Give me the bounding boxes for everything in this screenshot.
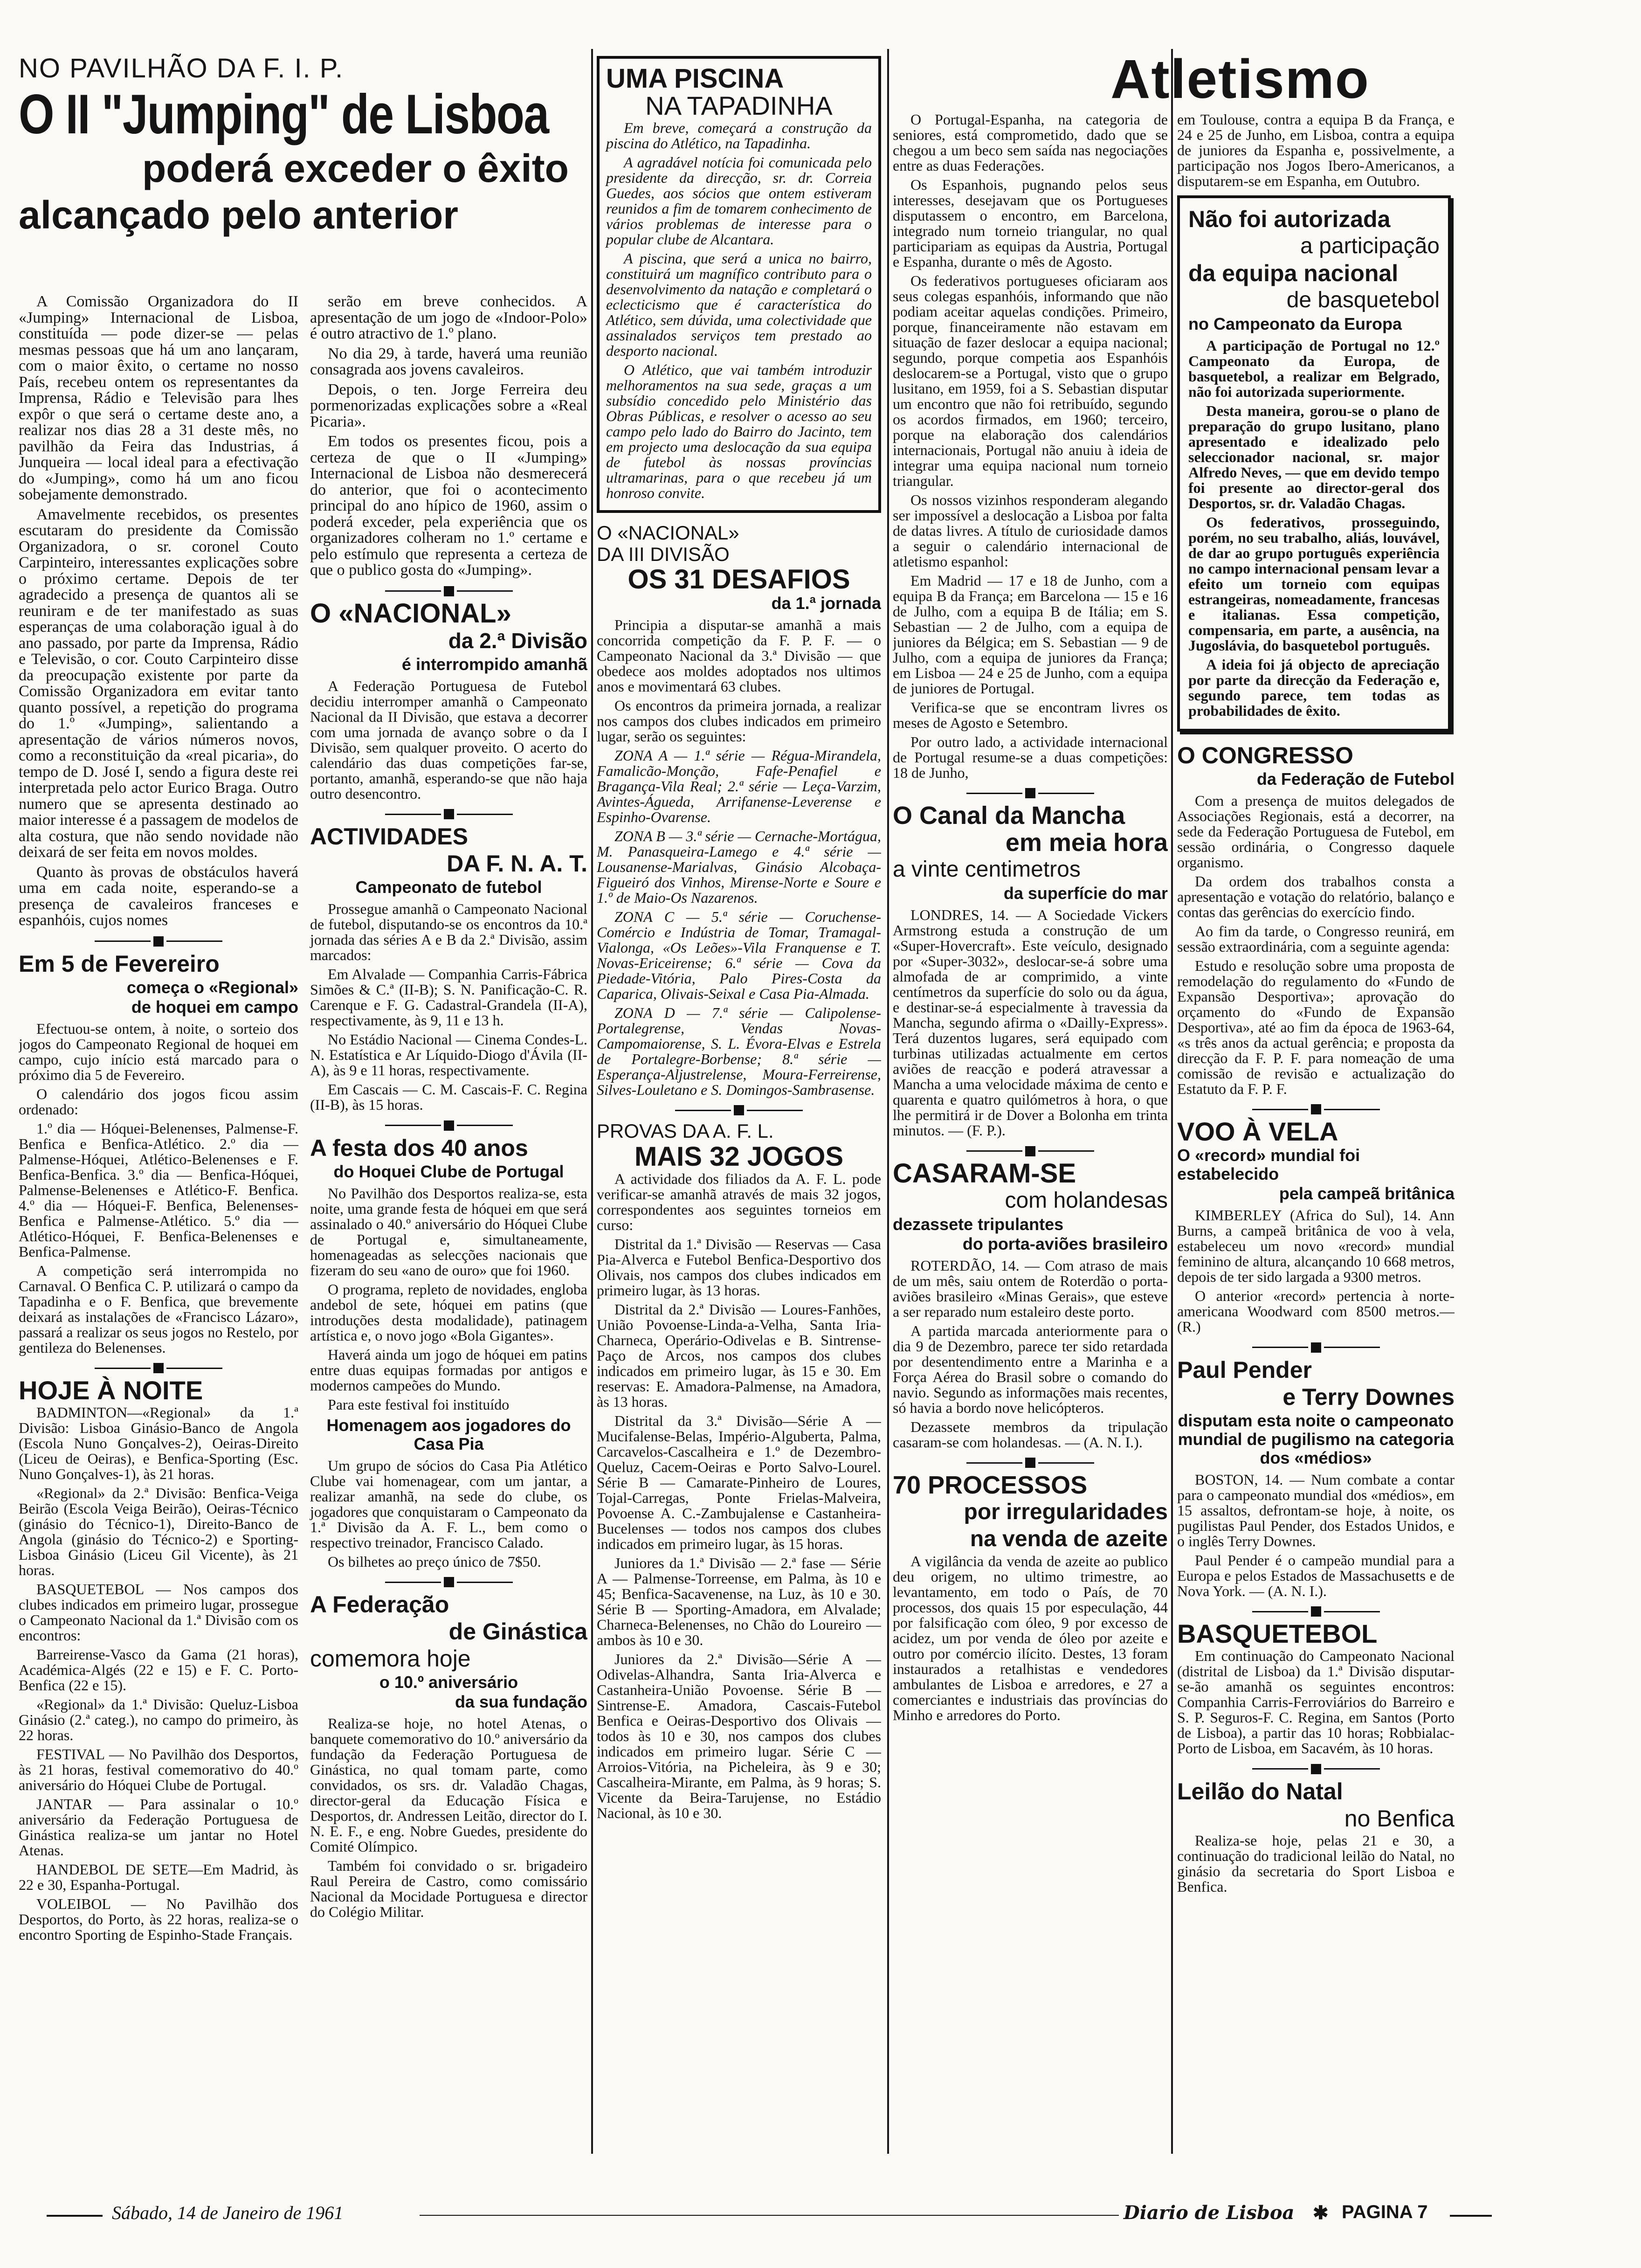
separator [19, 936, 298, 947]
article-title: em meia hora [1005, 829, 1168, 857]
paragraph: Juniores da 1.ª Divisão — 2.ª fase — Série A — Palmense-Torreense, em Palma, às 10 e 45; Benfica-Sacavenense, na Luz, às 10 e 30. Série B — Sporting-Amadora, em Alvalade; Charneca-Belenenses, no Chão do Loureiro — ambos às 10 e 30. [597, 1555, 881, 1649]
paragraph: JANTAR — Para assinalar o 10.º aniversário da Federação Portuguesa de Ginástica realiza-se um jantar no Hotel Atenas. [19, 1796, 298, 1859]
article-title: 70 PROCESSOS [893, 1471, 1088, 1500]
article-kicker: NO PAVILHÃO DA F. I. P. [19, 54, 344, 83]
paragraph: Em Cascais — C. M. Cascais-F. C. Regina (II-B), às 15 horas. [310, 1081, 587, 1113]
paragraph: Da ordem dos trabalhos consta a apresentação e votação do relatório, balanço e contas das gerências do exercício findo. [1177, 873, 1455, 920]
article-subtitle: do Hoquei Clube de Portugal [333, 1162, 564, 1181]
article-kicker: DA III DIVISÃO [597, 543, 730, 565]
separator [893, 788, 1168, 798]
article-subtitle: da superfície do mar [1003, 884, 1168, 903]
paragraph: Realiza-se hoje, no hotel Atenas, o banquete comemorativo do 10.º aniversário da fundação da Federação Portuguesa de Ginástica, no qual tomam parte, como convidados, os srs. dr. Valadão Chagas, director-geral da Educação Física e Desportos, dr. Andressen Leitão, director do I. N. E. F., e eng. Nobre Guedes, presidente do Comité Olímpico. [310, 1715, 587, 1855]
paragraph: O programa, repleto de novidades, engloba andebol de sete, hóquei em patins (que introduções desta modalidade), patinagem artística e, o novo jogo «Bola Gigantes». [310, 1280, 587, 1344]
article-nacional-2 [310, 598, 587, 802]
paragraph: Dezassete membros da tripulação casaram-se com holandesas. — (A. N. I.). [893, 1418, 1168, 1451]
paragraph: ROTERDÃO, 14. — Com atraso de mais de um mês, saiu ontem de Roterdão o porta-aviões brasileiro «Minas Gerais», que esteve a ser reparado num estaleiro deste porto. [893, 1257, 1168, 1320]
paragraph: Quanto às provas de obstáculos haverá uma em cada noite, esperando-se a presença de cavaleiros franceses e espanhóis, cujos nomes [19, 863, 298, 929]
separator [310, 809, 587, 819]
paragraph: Verifica-se que se encontram livres os meses de Agosto e Setembro. [893, 699, 1168, 731]
article-subtitle: dezassete tripulantes [893, 1214, 1064, 1234]
star-icon: ✱ [1310, 2202, 1331, 2224]
paragraph: A actividade dos filiados da A. F. L. pode verificar-se amanhã através de mais 32 jogos, correspondentes aos seguintes torneios em curso: [597, 1170, 881, 1234]
paragraph: BADMINTON—«Regional» da 1.ª Divisão: Lisboa Ginásio-Banco de Angola (Escola Nuno Gonçalves-2), Oeiras-Direito (Liceu de Oeiras), e Benfica-Sporting (Esc. Nuno Gonçalves-1), às 21 horas. [19, 1404, 298, 1483]
article-canal-mancha [893, 803, 1168, 1138]
paragraph: Os federativos portugueses oficiaram aos seus colegas espanhóis, informando que não podiam aceitar aquelas condições. Primeiro, porque, financeiramente não estavam em situação de fazer deslocar a equipa nacional; segundo, porque competia aos Espanhóis deslocarem-se a Portugal, visto que o grupo lusitano, em 1959, foi a S. Sebastian disputar um encontro que não foi retribuído, segundo os acordos firmados, em 1960; terceiro, porque na elaboração dos calendários internacionais, Portugal não anuiu à ideia de integrar uma equipa nacional num torneio triangular. [893, 272, 1168, 489]
paragraph: Para este festival foi instituído [328, 1396, 510, 1413]
page-footer [0, 2196, 1641, 2233]
article-subtitle: a vinte centimetros [893, 857, 1081, 882]
article-voo-a-vela [1177, 1119, 1455, 1335]
column-left [19, 54, 587, 2158]
article-pender [1177, 1357, 1455, 1599]
footer-rule [420, 2215, 1212, 2216]
paragraph: A ideia foi já objecto de apreciação por parte da direcção da Federação e, segundo parece, tem todas as probabilidades de êxito. [1188, 656, 1440, 719]
article-subtitle: poderá exceder o êxito [142, 146, 569, 190]
article-fevereiro [19, 951, 298, 1355]
paragraph: ZONA D — 7.ª série — Calipolense-Portalegrense, Vendas Novas-Campomaiorense, S. L. Évora-Elvas e Estrela de Portalegre-Borbense; 8.ª série — Esperança-Aljustrelense, Moura-Ferreirense, Silves-Louletano e S. Domingos-Sambrasense. [597, 1004, 881, 1098]
article-kicker: O «NACIONAL» [597, 522, 739, 544]
article-title: O «NACIONAL» [310, 598, 511, 629]
paragraph: No Estádio Nacional — Cinema Condes-L. N. Estatística e Ar Líquido-Diogo d'Ávila (II-A), às 9 e 11 horas, respectivamente. [310, 1031, 587, 1079]
paragraph: Distrital da 3.ª Divisão—Série A — Mucifalense-Belas, Império-Alguberta, Palma, Carcavelos-Cascalheira e 1.º de Dezembro-Queluz, Cacem-Oeiras e Porto Salvo-Lourel. Série B — Camarate-Pinheiro de Loures, Tojal-Carregas, Ponte Frielas-Malveira, Povoense A. C.-Zambujalense e Castanheira-Bucelenses — todos nos campos dos clubes indicados em primeiro lugar, às 15 horas. [597, 1412, 881, 1553]
paragraph: Estudo e resolução sobre uma proposta de remodelação do regulamento do «Fundo de Expansão Desportiva»; aprovação do orçamento do «Fundo de Expansão Desportiva», até ao fim da época de 1963-64, «s três anos da actual gerência; e proposta da direcção da F. P. F. para nomeação de uma comissão de revisão e actualização do Estatuto da F. P. F. [1177, 957, 1455, 1097]
article-subtitle: alcançado pelo anterior [19, 193, 458, 237]
article-basquetebol [1177, 1621, 1455, 1756]
paragraph: Com a presença de muitos delegados de Associações Regionais, está a decorrer, na sede da Federação Portuguesa de Futebol, em sessão ordinária, o Congresso daquele organismo. [1177, 792, 1455, 871]
paragraph: Depois, o ten. Jorge Ferreira deu pormenorizadas explicações sobre a «Real Picaria». [310, 380, 587, 430]
article-title: UMA PISCINA [606, 63, 784, 94]
article-title: VOO À VELA [1177, 1117, 1338, 1147]
paragraph: Os Espanhois, pugnando pelos seus interesses, desejavam que os Portugueses disputassem o encontro, em Barcelona, integrado num torneio triangular, no qual participariam as equipas da Austria, Portugal e Espanha, durante o mês de Agosto. [893, 176, 1168, 270]
separator [893, 1458, 1168, 1468]
paragraph: A participação de Portugal no 12.º Campeonato da Europa, de basquetebol, a realizar em Belgrado, não foi autorizada superiormente. [1188, 337, 1440, 400]
article-title: Paul Pender [1177, 1356, 1312, 1383]
paragraph: No dia 29, à tarde, haverá uma reunião consagrada aos jovens cavaleiros. [310, 345, 587, 378]
article-subtitle: disputam esta noite o campeonato mundial de pugilismo na categoria dos «médios» [1178, 1411, 1454, 1467]
paragraph: ZONA B — 3.ª série — Cernache-Mortágua, M. Panasqueira-Lamego e 4.ª série — Lousanense-Marialvas, Ginásio Alcobaça-Figueiró dos Vinhos, Mirense-Norte e Soure e 1.º de Maio-Os Nazarenos. [597, 828, 881, 906]
article-ginastica [310, 1592, 587, 1920]
article-hoquei-40 [310, 1135, 587, 1570]
paragraph: Principia a disputar-se amanhã a mais concorrida competição da F. P. F. — o Campeonato Nacional da 3.ª Divisão — que obedece aos moldes adoptados nos ultimos anos e movimentará 63 clubes. [597, 616, 881, 695]
paragraph: Barreirense-Vasco da Gama (21 horas), Académica-Algés (22 e 15) e F. C. Porto-Benfica (22 e 15). [19, 1646, 298, 1694]
separator [19, 1363, 298, 1373]
paragraph: LONDRES, 14. — A Sociedade Vickers Armstrong estuda a construção de um «Super-Hovercraft». Este veículo, designado por «Super-3032», deslocar-se-á sobre uma almofada de ar comprimido, a vinte centímetros da superfície do solo ou da água, e destinar-se-á especialmente à travessia da Mancha, segundo afirma o «Dailly-Express». Terá duzentos lugares, será equipado com turbinas utilizadas actualmente em certos aviões de reacção e poderá atravessar a Mancha a uma velocidade máxima de cento e quarenta e quatro quilómetros à hora, o que lhe permitirá ir de Dover a Bolonha em trinta minutos. — (F. P.). [893, 906, 1168, 1139]
article-subtitle: começa o «Regional» [126, 977, 298, 997]
article-subtitle: por irregularidades [964, 1500, 1168, 1525]
column-2 [597, 56, 881, 2158]
article-hoje-a-noite [19, 1378, 298, 1943]
subcolumn [310, 294, 587, 1923]
article-leilao [1177, 1779, 1455, 1895]
article-title: DA F. N. A. T. [447, 850, 587, 877]
paragraph: FESTIVAL — No Pavilhão dos Desportos, às 21 horas, festival comemorativo do 40.º aniversário do Hóquei Clube de Portugal. [19, 1746, 298, 1794]
article-title: O CONGRESSO [1177, 742, 1353, 768]
paragraph: Juniores da 2.ª Divisão—Série A — Odivelas-Alhandra, Santa Iria-Alverca e Castanheira-União Povoense. Série B — Sintrense-E. Amadora, Cascais-Futebol Benfica e Oeiras-Desportivo dos Olivais — todos às 10 e 30, nos campos dos clubes indicados em primeiro lugar. Série C — Arroios-Vitória, na Picheleira, às 9 e 30; Cascalheira-Mirante, em Palma, às 9 horas; S. Vicente da Beira-Tarujense, no Estádio Nacional, às 10 e 30. [597, 1651, 881, 1822]
article-title: Não foi autorizada [1188, 206, 1391, 232]
paragraph: A agradável notícia foi comunicada pelo presidente da direcção, sr. dr. Correia Guedes, aos sócios que ontem estiveram reunidos a fim de tomarem conhecimento de vários problemas de interesse para o popular clube de Alcantara. [606, 154, 872, 248]
paragraph: O Atlético, que vai também introduzir melhoramentos na sua sede, graças a um subsídio concedido pelo Ministério das Obras Públicas, e resolver o acesso ao seu campo pelo lado do Bairro do Jacinto, tem em projecto uma deslocação da sua equipa de futebol às nossas províncias ultramarinas, para o que recebeu já um honroso convite. [606, 361, 872, 501]
footer-rule [47, 2215, 103, 2217]
paragraph: 1.º dia — Hóquei-Belenenses, Palmense-F. Benfica e Benfica-Atlético. 2.º dia — Palmense-Hóquei, Atlético-Belenenses e F. Benfica-Benfica. 3.º dia — Benfica-Hóquei, Palmense-Belenenses e Atlético-F. Benfica. 4.º dia — Hóquei-F. Benfica, Belenenses-Benfica e Palmense-Atlético. 5.º dia — Atlético-Hóquei, F. Benfica-Belenenses e Benfica-Palmense. [19, 1120, 298, 1260]
paragraph: ZONA A — 1.ª série — Régua-Mirandela, Famalicão-Monção, Fafe-Penafiel e Bragança-Vila Real; 2.ª série — Leça-Varzim, Avintes-Águeda, Arrifanense-Leverense e Espinho-Ovarense. [597, 747, 881, 825]
paragraph: O Portugal-Espanha, na categoria de seniores, está comprometido, dado que se chegou a um beco sem saída nas negociações entre as duas Federações. [893, 112, 1168, 174]
paragraph: VOLEIBOL — No Pavilhão dos Desportos, do Porto, às 22 horas, realiza-se o encontro Sporting de Espinho-Stade Français. [19, 1895, 298, 1943]
separator [310, 1120, 587, 1130]
separator [1177, 1104, 1455, 1114]
footer-masthead: Diario de Lisboa [1119, 2202, 1299, 2224]
paragraph: No Pavilhão dos Desportos realiza-se, esta noite, uma grande festa de hóquei em que será assinalado o 40.º aniversário do Hóquei Clube de Portugal e, simultaneamente, homenageadas as selecções nacionais que fizeram do seu «ano de ouro» que foi 1960. [310, 1184, 587, 1279]
paragraph: Amavelmente recebidos, os presentes escutaram do presidente da Comissão Organizadora, o sr. coronel Couto Carpinteiro, interessantes explicações sobre o próximo certame. Depois de ter agradecido a presença de quantos ali se reuniram e de ter manifestado as suas esperanças de uma colaboração igual à do ano passado, por parte da Imprensa, Rádio e Televisão, o cor. Couto Carpinteiro disse da preocupação existente por parte da Comissão Organizadora em evitar tanto quanto possível, a repetição do programa do 1.º «Jumping», salientando a apresentação de vários números novos, como a reconstituição da «real picaria», do tempo de D. José I, sendo a figura deste rei interpretada pelo actor Eurico Braga. Outro numero que se apresenta destinado ao maior interesse é a passagem de modelos de alta costura, que não sendo novidade não deixará de ser feita em novos moldes. [19, 505, 298, 861]
article-jumping [19, 54, 587, 238]
paragraph: Também foi convidado o sr. brigadeiro Raul Pereira de Castro, como comissário Nacional da Mocidade Portuguesa e director do Colégio Militar. [310, 1857, 587, 1921]
paragraph: Efectuou-se ontem, à noite, o sorteio dos jogos do Campeonato Regional de hoquei em campo, cujo início está marcado para o próximo dia 5 de Fevereiro. [19, 1020, 298, 1083]
paragraph: BOSTON, 14. — Num combate a contar para o campeonato mundial dos «médios», em 15 assaltos, defrontam-se hoje, à noite, os pugilistas Paul Pender, dos Estados Unidos, e o inglês Terry Downes. [1177, 1471, 1455, 1549]
paragraph: ZONA C — 5.ª série — Coruchense-Comércio e Indústria de Tomar, Tramagal-Vialonga, «Os Leões»-Vila Franquense e T. Novas-Ericeirense; 6.ª série — Cova da Piedade-Vitória, Palo Pires-Costa da Caparica, Olivais-Seixal e Casa Pia-Almada. [597, 908, 881, 1002]
footer-rule [1450, 2215, 1492, 2217]
paragraph: Em Alvalade — Companhia Carris-Fábrica Simões & C.ª (II-B); S. N. Panificação-C. R. Carenque e F. G. Cadastral-Grandela (II-A), respectivamente, às 9, 11 e 13 h. [310, 966, 587, 1029]
article-subtitle: da 2.ª Divisão [448, 628, 587, 653]
article-title: e Terry Downes [1282, 1383, 1455, 1410]
article-afl [597, 1120, 881, 1821]
paragraph: Ao fim da tarde, o Congresso reunirá, em sessão extraordinária, com a seguinte agenda: [1177, 923, 1455, 955]
column-rule [591, 49, 593, 2154]
paragraph: A Comissão Organizadora do II «Jumping» Internacional de Lisboa, constituída — pode dizer-se — pelas mesmas pessoas que há um ano lançaram, com o maior êxito, o certame no nosso País, recebeu ontem os representantes da Imprensa, Rádio e Televisão para lhes expôr o que será o certame deste ano, a realizar nos dias 28 a 31 deste mês, no pavilhão da Feira das Industrias, á Junqueira — local ideal para a efectivação do «Jumping», como há um ano ficou sobejamente demonstrado. [19, 293, 298, 503]
article-title: ACTIVIDADES [310, 823, 468, 850]
paragraph: A competição será interrompida no Carnaval. O Benfica C. P. utilizará o campo da Tapadinha e o F. Benfica, que brevemente deixará as instalações de «Francisco Lázaro», passará a realizar os seus jogos no Restelo, por gentileza do Belenenses. [19, 1262, 298, 1356]
column-4 [1177, 112, 1455, 2158]
article-subtitle: na venda de azeite [970, 1527, 1168, 1552]
section-title-atletismo [1026, 49, 1455, 110]
article-title: OS 31 DESAFIOS [627, 564, 850, 595]
article-subtitle: no Campeonato da Europa [1188, 314, 1402, 333]
article-title: A Federação [310, 1591, 449, 1618]
separator [310, 1577, 587, 1587]
article-title: HOJE À NOITE [19, 1376, 203, 1405]
paragraph: A partida marcada anteriormente para o dia 9 de Dezembro, parece ter sido retardada por desentendimento entre a Marinha e a Força Aérea do Brasil sobre o comando do navio. Segundo as informações mais recentes, só havia a bordo nove helicópteros. [893, 1322, 1168, 1416]
article-title: BASQUETEBOL [1177, 1619, 1378, 1649]
article-title: no Benfica [1344, 1805, 1455, 1832]
column-3 [893, 112, 1168, 2158]
article-title: de basquetebol [1286, 288, 1440, 312]
paragraph: Em continuação do Campeonato Nacional (distrital de Lisboa) da 1.ª Divisão disputar-se-ão amanhã os seguintes encontros: Companhia Carris-Ferroviários do Barreiro e S. P. Seguros-F. C. Regina, em Santos (Porto de Lisboa), a partir das 10 horas; Robbialac-Porto de Lisboa, em Sacavém, às 10 horas. [1177, 1647, 1455, 1757]
article-fnat [310, 824, 587, 1113]
paragraph: Um grupo de sócios do Casa Pia Atlético Clube vai homenagear, com um jantar, a realizar amanhã, na sede do clube, os jogadores que conquistaram o Campeonato da 1.ª Divisão da A. F. L., bem como o respectivo treinador, Francisco Calado. [310, 1457, 587, 1551]
paragraph: KIMBERLEY (Africa do Sul), 14. Ann Burns, a campeã britânica de voo à vela, estabeleceu um novo «record» mundial feminino de altura, alcançando 10 668 metros, depois de ter sido largada a 9300 metros. [1177, 1207, 1455, 1286]
article-subtitle: da Federação de Futebol [1256, 769, 1455, 788]
paragraph: Em Madrid — 17 e 18 de Junho, com a equipa B da França; em Barcelona — 15 e 16 de Julho, com a equipa B de Itália; em S. Sebastian — 2 de Julho, com a equipa de juniores da Bélgica; em S. Sebastian — 9 de Julho, com a equipa de juniores da França; em Lisboa — 24 e 25 de Junho, com a equipa de juniores de Portugal. [893, 572, 1168, 697]
column-rule [1171, 49, 1173, 2154]
article-subtitle: com holandesas [1005, 1188, 1168, 1213]
paragraph: serão em breve conhecidos. A apresentação de um jogo de «Indoor-Polo» é outro atractivo de 1.º plano. [310, 293, 587, 342]
article-title: O Canal da Mancha [893, 802, 1125, 830]
article-subtitle: de hoquei em campo [131, 997, 298, 1016]
article-subtitle: da 1.ª jornada [771, 594, 881, 613]
separator [1177, 1342, 1455, 1352]
separator [310, 586, 587, 596]
article-title: A festa dos 40 anos [310, 1134, 528, 1161]
paragraph: Realiza-se hoje, pelas 21 e 30, a continuação do tradicional leilão do Natal, no ginásio da secretaria do Sport Lisboa e Benfica. [1177, 1832, 1455, 1895]
separator [597, 1105, 881, 1115]
paragraph: A piscina, que será a unica no bairro, constituirá um magnífico contributo para o desenvolvimento da natação e completará o eclecticismo que é característica do Atlético, sem dúvida, uma colectividade que assinalados serviços tem prestado ao desporto nacional. [606, 250, 872, 359]
article-title: Leilão do Natal [1177, 1778, 1343, 1805]
subcolumn [19, 294, 298, 1946]
article-subtitle: o 10.º aniversário [379, 1673, 518, 1692]
article-processos [893, 1473, 1168, 1723]
paragraph: Haverá ainda um jogo de hóquei em patins entre duas equipas formadas por antigos e modernos campeões do Mundo. [310, 1346, 587, 1394]
paragraph: Prossegue amanhã o Campeonato Nacional de futebol, disputando-se os encontros da 10.ª jornada das séries A e B da 2.ª Divisão, assim marcados: [310, 900, 587, 964]
article-subtitle: do porta-aviões brasileiro [962, 1234, 1168, 1253]
paragraph: Os nossos vizinhos responderam alegando ser impossível a deslocação a Lisboa por falta de datas livres. A título de curiosidade damos a seguir o calendário internacional de atletismo espanhol: [893, 491, 1168, 570]
article-basquetebol-europa [1177, 195, 1451, 732]
article-kicker: PROVAS DA A. F. L. [597, 1120, 774, 1142]
article-congresso [1177, 743, 1455, 1097]
section-title: Atletismo [1110, 48, 1370, 110]
paragraph: «Regional» da 1.ª Divisão: Queluz-Lisboa Ginásio (2.ª categ.), no campo do primeiro, às 22 horas. [19, 1696, 298, 1744]
paragraph: Em breve, começará a construção da piscina do Atlético, na Tapadinha. [606, 119, 872, 152]
paragraph: O calendário dos jogos ficou assim ordenado: [19, 1085, 298, 1118]
article-title: Em 5 de Fevereiro [19, 950, 220, 977]
article-title: de Ginástica [448, 1618, 587, 1645]
paragraph: Os federativos, prosseguindo, porém, no seu trabalho, aliás, louvável, de dar ao grupo português experiência no campo internacional pensam levar a efeito um torneio com equipas estrangeiras, nomeadamente, francesas e italianas. Essa competição, compensaria, em parte, a ausência, na Jugoslávia, do basquetebol português. [1188, 514, 1440, 654]
article-subtitle: Campeonato de futebol [355, 878, 542, 897]
article-title: MAIS 32 JOGOS [634, 1141, 844, 1172]
article-title: da equipa nacional [1188, 260, 1399, 286]
column-rule [887, 49, 889, 2154]
separator [893, 1146, 1168, 1156]
paragraph: Os encontros da primeira jornada, a realizar nos campos dos clubes indicados em primeiro lugar, serão os seguintes: [597, 697, 881, 745]
paragraph: HANDEBOL DE SETE—Em Madrid, às 22 e 30, Espanha-Portugal. [19, 1861, 298, 1894]
article-title: NA TAPADINHA [645, 91, 833, 120]
paragraph: Desta maneira, gorou-se o plano de preparação do grupo lusitano, plano apresentado e idealizado pelo seleccionador nacional, sr. major Alfredo Neves, — que em devido tempo foi presente ao director-geral dos Desportos, sr. dr. Valadão Chagas. [1188, 402, 1440, 512]
paragraph: em Toulouse, contra a equipa B da França, e 24 e 25 de Junho, em Lisboa, contra a equipa de juniores da Espanha e, possivelmente, a participação nos Jogos Ibero-Americanos, a disputarem-se em Espanha, em Outubro. [1177, 112, 1455, 189]
article-casaram [893, 1158, 1168, 1451]
paragraph: Paul Pender é o campeão mundial para a Europa e pelos Estados de Massachusetts e de Nova York. — (A. N. I.). [1177, 1551, 1455, 1599]
paragraph: A vigilância da venda de azeite ao publico deu origem, no ultimo trimestre, ao levantamento, em todo o País, de 70 processos, dos quais 15 por especulação, 44 por falsificação com óleo, 9 por excesso de acidez, um por venda de óleo por azeite e outro por comércio ilícito. Destes, 13 foram instaurados a retalhistas e vendedores ambulantes de Lisboa e arredores, e 27 a comerciantes e industriais das províncias do Minho e arredores do Porto. [893, 1553, 1168, 1724]
separator [1177, 1606, 1455, 1617]
paragraph: O anterior «record» pertencia à norte-americana Woodward com 8500 metros.— (R.) [1177, 1287, 1455, 1335]
paragraph: Distrital da 1.ª Divisão — Reservas — Casa Pia-Alverca e Futebol Benfica-Desportivo dos Olivais, nos campos dos clubes indicados em primeiro lugar, às 13 horas. [597, 1236, 881, 1299]
paragraph: «Regional» da 2.ª Divisão: Benfica-Veiga Beirão (Escola Veiga Beirão), Oeiras-Técnico (ginásio do Técnico-1), Direito-Banco de Angola (ginásio do Técnico-2) e Sporting-Lisboa Ginásio (Liceu Gil Vicente), às 21 horas. [19, 1485, 298, 1579]
article-subhead: Homenagem aos jogadores do Casa Pia [326, 1415, 571, 1453]
footer-date: Sábado, 14 de Janeiro de 1961 [112, 2202, 344, 2223]
paragraph: Em todos os presentes ficou, pois a certeza de que o II «Jumping» Internacional de Lisboa não desmerecerá do anterior, que foi o acontecimento principal do ano hípico de 1960, assim o poderá exceder, pela experiência que os organizadores colheram no 1.º certame e pelo estímulo que representa a certeza de que o publico gosta do «Jumping». [310, 433, 587, 579]
article-subtitle: da sua fundação [455, 1692, 587, 1712]
article-title: O II "Jumping" de Lisboa [19, 83, 549, 145]
article-title: comemora hoje [310, 1646, 471, 1672]
article-subtitle: é interrompido amanhã [401, 654, 587, 674]
footer-page-number: PAGINA 7 [1338, 2202, 1431, 2223]
separator [1177, 1763, 1455, 1774]
paragraph: A Federação Portuguesa de Futebol decidiu interromper amanhã o Campeonato Nacional da II Divisão, que estava a decorrer com uma jornada de avanço sobre o da I Divisão, sem qualquer proveito. O acerto do calendário das duas competições far-se, portanto, amanhã, esperando-se que não haja outro desencontro. [310, 677, 587, 802]
paragraph: BASQUETEBOL — Nos campos dos clubes indicados em primeiro lugar, prossegue o Campeonato Nacional da 1.ª Divisão com os encontros: [19, 1581, 298, 1644]
article-title: CASARAM-SE [893, 1158, 1076, 1189]
article-subtitle: pela campeã britânica [1279, 1184, 1455, 1203]
paragraph: Distrital da 2.ª Divisão — Loures-Fanhões, União Povoense-Linda-a-Velha, Santa Iria-Charneca, Operário-Odivelas e B. Sintrense-Paço de Arcos, nos campos dos clubes indicados em primeiro lugar, às 15 e 30. Em reservas: E. Amadora-Palmense, na Amadora, às 13 horas. [597, 1301, 881, 1411]
article-piscina [597, 56, 881, 513]
article-title: a participação [1300, 234, 1440, 258]
article-subtitle: O «record» mundial foi estabelecido [1177, 1146, 1360, 1184]
paragraph: Os bilhetes ao preço único de 7$50. [328, 1553, 541, 1570]
article-nacional-3 [597, 522, 881, 1098]
paragraph: Por outro lado, a actividade internacional de Portugal resume-se a duas competições: 18 de Junho, [893, 733, 1168, 781]
